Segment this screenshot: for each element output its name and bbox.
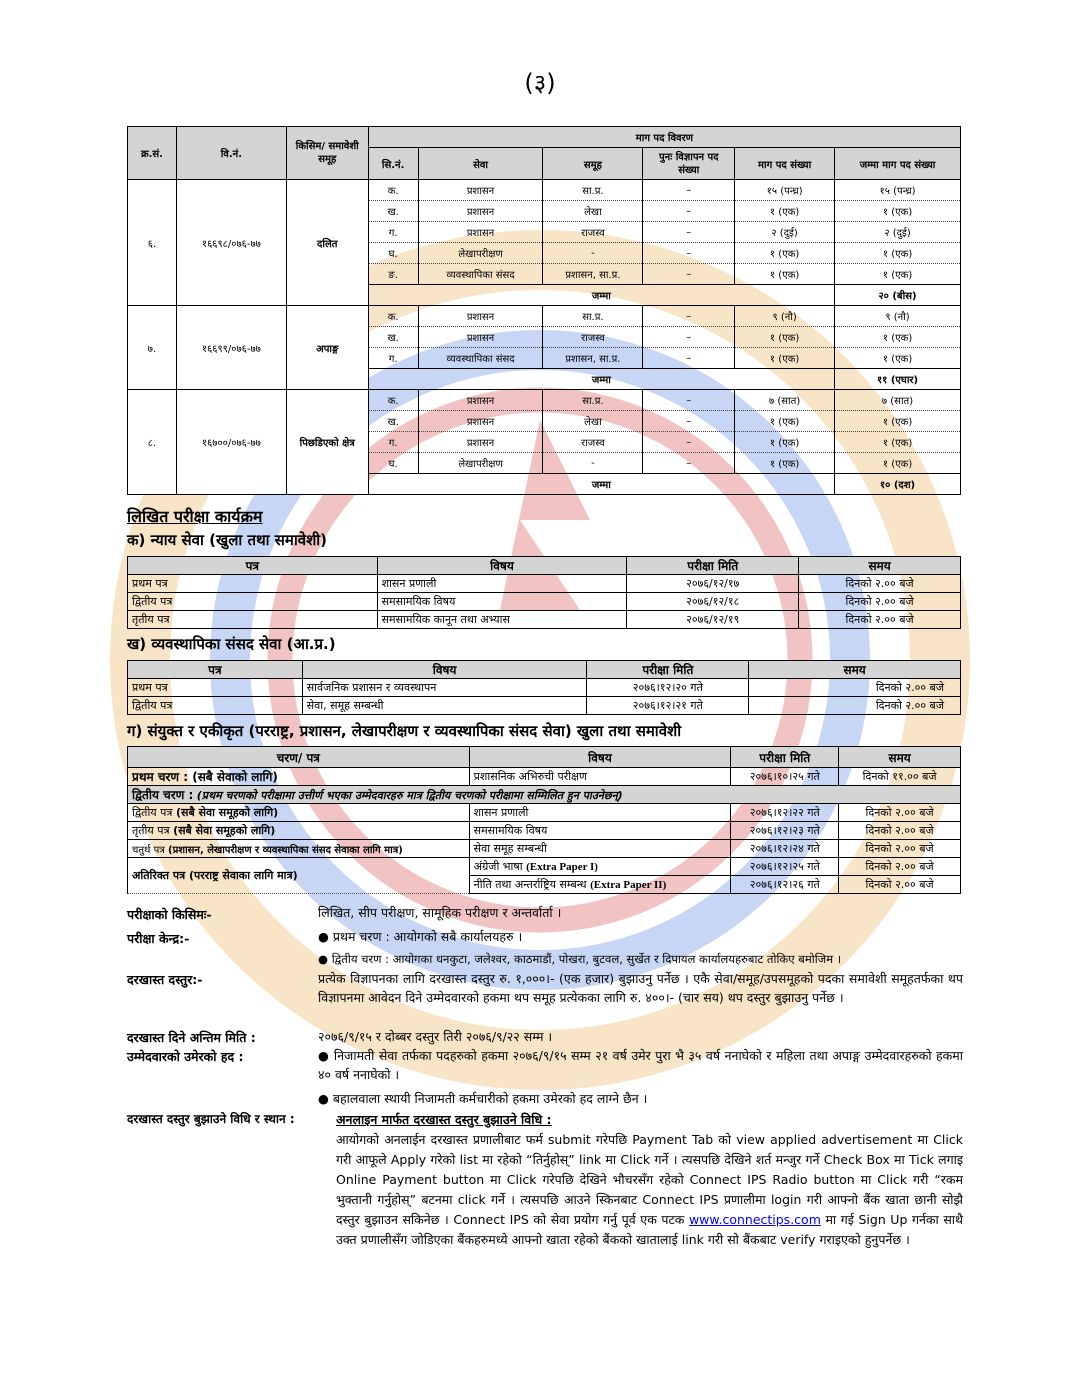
cell-group: सा.प्र. bbox=[543, 180, 643, 201]
table-row bbox=[128, 786, 961, 804]
table-row bbox=[128, 180, 961, 201]
cell-demand-count: १५ (पन्ध्र) bbox=[735, 180, 835, 201]
group-sn: ८. bbox=[128, 390, 177, 495]
ga-scope: (सबै सेवा समूहको लागि) bbox=[176, 806, 279, 819]
cell-readvertise: – bbox=[643, 201, 735, 222]
cell-service: व्यवस्थापिका संसद bbox=[418, 264, 543, 285]
kha-subject: सार्वजनिक प्रशासन र व्यवस्थापन bbox=[302, 679, 587, 697]
cell-sub-no: घ. bbox=[368, 453, 418, 474]
age-limit-2: ● बहालवाला स्थायी निजामती कर्मचारीको हकमा उमेरको हद लाग्ने छैन । bbox=[318, 1091, 648, 1106]
ka-header-time: समय bbox=[799, 557, 961, 575]
table-row bbox=[128, 679, 961, 697]
cell-group: राजस्व bbox=[543, 222, 643, 243]
deadline-value: २०७६/९/१५ र दोब्बर दस्तुर तिरी २०७६/९/२२ सम्म । bbox=[318, 1029, 553, 1044]
ga-date: २०७६।१२।२४ गते bbox=[731, 840, 839, 858]
ga-subject: सेवा समूह सम्बन्धी bbox=[469, 840, 731, 858]
cell-demand-count: १ (एक) bbox=[735, 201, 835, 222]
cell-readvertise: – bbox=[643, 411, 735, 432]
ga-date: २०७६।१२।२३ गते bbox=[731, 822, 839, 840]
table-row bbox=[128, 840, 961, 858]
page-number: (३) bbox=[524, 69, 556, 97]
section-ga-title: ग) संयुक्त र एकीकृत (परराष्ट्र, प्रशासन, लेखापरीक्षण र व्यवस्थापिका संसद सेवा) खुला तथा समावेशी bbox=[127, 722, 682, 740]
cell-service: प्रशासन bbox=[418, 432, 543, 453]
cell-demand-count: २ (दुई) bbox=[735, 222, 835, 243]
ka-subject: समसामयिक विषय bbox=[377, 593, 627, 611]
kha-time: दिनको २.०० बजे bbox=[749, 679, 961, 697]
ka-paper: तृतीय पत्र bbox=[128, 611, 378, 629]
ga-extra-subject: अंग्रेजी भाषा bbox=[473, 860, 523, 873]
col-total-demand: जम्मा माग पद संख्या bbox=[835, 148, 961, 180]
cell-sub-no: क. bbox=[368, 390, 418, 411]
fee-value: प्रत्येक विज्ञापनका लागि दरखास्त दस्तुर रु. १,०००।- (एक हजार) बुझाउनु पर्नेछ । एकै सेवा/समूह/उपसमूहको पदका समावेशी समूहतर्फका थप विज्ञापनमा आवेदन दिने उम्मेदवारको हकमा थप समूह प्रत्येकका लागि रु. ४००।- (चार सय) थप दस्तुर बुझाउनु पर्नेछ । bbox=[318, 971, 963, 1005]
ga-header-subject: विषय bbox=[469, 747, 731, 768]
table-row bbox=[128, 697, 961, 715]
exam-center-label: परीक्षा केन्द्र:- bbox=[127, 931, 190, 946]
cell-sub-no: ग. bbox=[368, 348, 418, 369]
cell-readvertise: – bbox=[643, 432, 735, 453]
cell-readvertise: – bbox=[643, 327, 735, 348]
col-readvertise: पुनः विज्ञापन पद संख्या bbox=[643, 148, 735, 180]
ga-extra-label: अतिरिक्त पत्र (परराष्ट्र सेवाका लागि मात्र) bbox=[128, 858, 470, 894]
section-ka-title: क) न्याय सेवा (खुला तथा समावेशी) bbox=[127, 531, 328, 549]
table-row bbox=[128, 575, 961, 593]
ka-date: २०७६/१२/१७ bbox=[627, 575, 799, 593]
cell-sub-no: क. bbox=[368, 180, 418, 201]
exam-type-value: लिखित, सीप परीक्षण, सामूहिक परीक्षण र अन्तर्वार्ता । bbox=[318, 905, 562, 920]
col-demand-count: माग पद संख्या bbox=[735, 148, 835, 180]
col-demand-details: माग पद विवरण bbox=[368, 127, 960, 148]
cell-sub-no: ख. bbox=[368, 411, 418, 432]
cell-demand-count: १ (एक) bbox=[735, 411, 835, 432]
cell-demand-count: ७ (सात) bbox=[735, 390, 835, 411]
cell-service: लेखापरीक्षण bbox=[418, 243, 543, 264]
cell-total-demand: १ (एक) bbox=[835, 432, 961, 453]
cell-total-demand: १ (एक) bbox=[835, 348, 961, 369]
table-row bbox=[128, 822, 961, 840]
ka-paper: द्वितीय पत्र bbox=[128, 593, 378, 611]
ka-date: २०७६/१२/१८ bbox=[627, 593, 799, 611]
cell-total-demand: १ (एक) bbox=[835, 411, 961, 432]
ka-paper: प्रथम पत्र bbox=[128, 575, 378, 593]
cell-group: - bbox=[543, 243, 643, 264]
payment-heading: अनलाइन मार्फत दरखास्त दस्तुर बुझाउने विधि : bbox=[336, 1112, 552, 1127]
table-row bbox=[128, 593, 961, 611]
cell-demand-count: १ (एक) bbox=[735, 243, 835, 264]
cell-total-demand: १ (एक) bbox=[835, 327, 961, 348]
ga-scope: (सबै सेवा समूहको लागि) bbox=[173, 824, 276, 837]
payment-text-2: मा गई Sign Up गर्नका साथै उक्त प्रणालीसँग जोडिएका बैंकहरुमध्ये आफ्नो खाता रहेको बैंकको खातालाई link गरी सो बैंकबाट verify गराइएको हुनुपर्नेछ । bbox=[336, 1212, 964, 1247]
fee-label: दरखास्त दस्तुर:- bbox=[127, 972, 203, 987]
ga-date: २०७६।१२।२२ गते bbox=[731, 804, 839, 822]
total-value: २० (बीस) bbox=[835, 285, 961, 306]
ga-extra-date: २०७६।१२।२५ गते bbox=[731, 858, 839, 876]
kha-time: दिनको २.०० बजे bbox=[749, 697, 961, 715]
cell-readvertise: – bbox=[643, 243, 735, 264]
ga-extra-date: २०७६।१२।२६ गते bbox=[731, 876, 839, 894]
cell-service: प्रशासन bbox=[418, 201, 543, 222]
ga-header-time: समय bbox=[839, 747, 961, 768]
ga-subject: समसामयिक विषय bbox=[469, 822, 731, 840]
cell-service: प्रशासन bbox=[418, 390, 543, 411]
col-sn: क्र.सं. bbox=[128, 127, 177, 180]
ka-time: दिनको २.०० बजे bbox=[799, 575, 961, 593]
cell-sub-no: क. bbox=[368, 306, 418, 327]
ka-date: २०७६/१२/१९ bbox=[627, 611, 799, 629]
cell-service: व्यवस्थापिका संसद bbox=[418, 348, 543, 369]
total-value: १० (दश) bbox=[835, 474, 961, 495]
ga-extra-tag: (Extra Paper I) bbox=[526, 861, 598, 873]
ga-extra-time: दिनको २.०० बजे bbox=[839, 858, 961, 876]
cell-total-demand: १ (एक) bbox=[835, 201, 961, 222]
cell-sub-no: घ. bbox=[368, 243, 418, 264]
col-group: समूह bbox=[543, 148, 643, 180]
kha-header-time: समय bbox=[749, 661, 961, 679]
total-label: जम्मा bbox=[368, 285, 834, 306]
ga-extra-tag: (Extra Paper II) bbox=[590, 879, 667, 891]
ga-second-phase-label: द्वितीय चरण : bbox=[132, 788, 194, 802]
written-exam-title: लिखित परीक्षा कार्यक्रम bbox=[127, 507, 263, 526]
cell-sub-no: ख. bbox=[368, 201, 418, 222]
cell-demand-count: १ (एक) bbox=[735, 348, 835, 369]
cell-total-demand: १ (एक) bbox=[835, 243, 961, 264]
group-sn: ६. bbox=[128, 180, 177, 306]
table-row bbox=[128, 611, 961, 629]
col-service: सेवा bbox=[418, 148, 543, 180]
total-label: जम्मा bbox=[368, 369, 834, 390]
ga-paper: द्वितीय पत्र bbox=[132, 806, 173, 819]
exam-center-2: ● द्वितीय चरण : आयोगका धनकुटा, जलेश्वर, काठमाडौं, पोखरा, बुटवल, सुर्खेत र दिपायल कार्यालयहरुबाट तोकिए बमोजिम । bbox=[318, 952, 842, 966]
cell-total-demand: १ (एक) bbox=[835, 453, 961, 474]
cell-service: प्रशासन bbox=[418, 222, 543, 243]
ka-time: दिनको २.०० बजे bbox=[799, 611, 961, 629]
cell-group: लेखा bbox=[543, 201, 643, 222]
table-row bbox=[128, 804, 961, 822]
col-sub-no: सि.नं. bbox=[368, 148, 418, 180]
ga-subject: शासन प्रणाली bbox=[469, 804, 731, 822]
cell-demand-count: १ (एक) bbox=[735, 327, 835, 348]
section-ga-table bbox=[127, 746, 961, 894]
section-kha-title: ख) व्यवस्थापिका संसद सेवा (आ.प्र.) bbox=[127, 635, 336, 653]
kha-subject: सेवा, समूह सम्बन्धी bbox=[302, 697, 587, 715]
ga-second-phase-note: (प्रथम चरणको परीक्षामा उत्तीर्ण भएका उम्मेदवारहरु मात्र द्वितीय चरणको परीक्षामा सम्मिलित हुन पाउनेछन्) bbox=[196, 789, 623, 802]
cell-group: सा.प्र. bbox=[543, 390, 643, 411]
ga-first-subject: प्रशासनिक अभिरुची परीक्षण bbox=[469, 768, 731, 786]
cell-demand-count: ९ (नौ) bbox=[735, 306, 835, 327]
cell-group: लेखा bbox=[543, 411, 643, 432]
kha-header-subject: विषय bbox=[302, 661, 587, 679]
section-ka-table bbox=[127, 556, 961, 629]
cell-service: लेखापरीक्षण bbox=[418, 453, 543, 474]
group-adv-no: १६७००/०७६-७७ bbox=[176, 390, 286, 495]
cell-total-demand: १५ (पन्ध्र) bbox=[835, 180, 961, 201]
total-value: ११ (एघार) bbox=[835, 369, 961, 390]
cell-service: प्रशासन bbox=[418, 180, 543, 201]
kha-header-paper: पत्र bbox=[128, 661, 303, 679]
deadline-label: दरखास्त दिने अन्तिम मिति : bbox=[127, 1030, 256, 1045]
kha-paper: द्वितीय पत्र bbox=[128, 697, 303, 715]
col-adv-no: वि.नं. bbox=[176, 127, 286, 180]
ka-header-date: परीक्षा मिति bbox=[627, 557, 799, 575]
ka-time: दिनको २.०० बजे bbox=[799, 593, 961, 611]
cell-group: सा.प्र. bbox=[543, 306, 643, 327]
cell-service: प्रशासन bbox=[418, 411, 543, 432]
age-limit-1: ● निजामती सेवा तर्फका पदहरुको हकमा २०७६/९/१५ सम्म २१ वर्ष उमेर पुरा भै ३५ वर्ष ननाघेको र महिला तथा अपाङ्ग उम्मेदवारहरुको हकमा ४० वर्ष ननाघेको । bbox=[318, 1048, 963, 1082]
ka-header-paper: पत्र bbox=[128, 557, 378, 575]
ga-extra-subject: नीति तथा अन्तर्राष्ट्रिय सम्बन्ध bbox=[473, 878, 587, 891]
connectips-link[interactable]: www.connectips.com bbox=[688, 1212, 821, 1227]
group-adv-no: १६६९९/०७६-७७ bbox=[176, 306, 286, 390]
ga-paper: चतुर्थ पत्र bbox=[132, 844, 165, 856]
cell-readvertise: – bbox=[643, 453, 735, 474]
cell-group: प्रशासन, सा.प्र. bbox=[543, 348, 643, 369]
ga-time: दिनको २.०० बजे bbox=[839, 822, 961, 840]
kha-paper: प्रथम पत्र bbox=[128, 679, 303, 697]
cell-service: प्रशासन bbox=[418, 306, 543, 327]
cell-group: राजस्व bbox=[543, 432, 643, 453]
cell-readvertise: – bbox=[643, 222, 735, 243]
cell-sub-no: ख. bbox=[368, 327, 418, 348]
ka-subject: शासन प्रणाली bbox=[377, 575, 627, 593]
kha-date: २०७६।१२।२१ गते bbox=[587, 697, 749, 715]
cell-readvertise: – bbox=[643, 306, 735, 327]
table-row bbox=[128, 306, 961, 327]
ga-scope: (प्रशासन, लेखापरीक्षण र व्यवस्थापिका संसद सेवाका लागि मात्र) bbox=[168, 844, 403, 856]
payment-instructions bbox=[336, 1130, 963, 1250]
group-sn: ७. bbox=[128, 306, 177, 390]
exam-center-1: ● प्रथम चरण : आयोगको सबै कार्यालयहरु । bbox=[318, 929, 523, 944]
ga-first-phase: प्रथम चरण : (सबै सेवाको लागि) bbox=[128, 768, 470, 786]
cell-group: - bbox=[543, 453, 643, 474]
cell-demand-count: १ (एक) bbox=[735, 264, 835, 285]
table-row bbox=[128, 390, 961, 411]
cell-total-demand: १ (एक) bbox=[835, 264, 961, 285]
ga-header-date: परीक्षा मिति bbox=[731, 747, 839, 768]
cell-total-demand: ७ (सात) bbox=[835, 390, 961, 411]
group-type: अपाङ्ग bbox=[286, 306, 368, 390]
ga-header-paper: चरण/ पत्र bbox=[128, 747, 470, 768]
group-type: दलित bbox=[286, 180, 368, 306]
group-adv-no: १६६९८/०७६-७७ bbox=[176, 180, 286, 306]
cell-readvertise: – bbox=[643, 348, 735, 369]
ga-first-date: २०७६।१०।२५ गते bbox=[731, 768, 839, 786]
ka-subject: समसामयिक कानून तथा अभ्यास bbox=[377, 611, 627, 629]
age-limit-label: उम्मेदवारको उमेरको हद : bbox=[127, 1049, 244, 1064]
cell-sub-no: ग. bbox=[368, 432, 418, 453]
cell-demand-count: १ (एक) bbox=[735, 453, 835, 474]
kha-date: २०७६।१२।२० गते bbox=[587, 679, 749, 697]
ga-first-time: दिनको ११.०० बजे bbox=[839, 768, 961, 786]
col-group-type: किसिम/ समावेशी समूह bbox=[286, 127, 368, 180]
payment-label: दरखास्त दस्तुर बुझाउने विधि र स्थान : bbox=[127, 1112, 295, 1126]
cell-readvertise: – bbox=[643, 180, 735, 201]
total-label: जम्मा bbox=[368, 474, 834, 495]
cell-total-demand: २ (दुई) bbox=[835, 222, 961, 243]
cell-group: प्रशासन, सा.प्र. bbox=[543, 264, 643, 285]
cell-readvertise: – bbox=[643, 264, 735, 285]
cell-sub-no: ङ. bbox=[368, 264, 418, 285]
section-kha-table bbox=[127, 660, 961, 715]
ga-time: दिनको २.०० बजे bbox=[839, 840, 961, 858]
ga-extra-time: दिनको २.०० बजे bbox=[839, 876, 961, 894]
cell-sub-no: ग. bbox=[368, 222, 418, 243]
cell-demand-count: १ (एक) bbox=[735, 432, 835, 453]
cell-total-demand: ९ (नौ) bbox=[835, 306, 961, 327]
cell-group: राजस्व bbox=[543, 327, 643, 348]
group-type: पिछडिएको क्षेत्र bbox=[286, 390, 368, 495]
cell-service: प्रशासन bbox=[418, 327, 543, 348]
ga-time: दिनको २.०० बजे bbox=[839, 804, 961, 822]
ka-header-subject: विषय bbox=[377, 557, 627, 575]
posts-table bbox=[127, 126, 961, 495]
ga-paper: तृतीय पत्र bbox=[132, 824, 170, 837]
exam-type-label: परीक्षाको किसिमः- bbox=[127, 907, 212, 922]
table-row bbox=[128, 768, 961, 786]
payment-text-1: आयोगको अनलाईन दरखास्त प्रणालीबाट फर्म submit गरेपछि Payment Tab को view applied advertisement मा Click गरी आफूले Apply गरेको list मा रहेको “तिर्नुहोस्” link मा Click गर्ने । त्यसपछि देखिने शर्त मन्जुर गर्ने Check Box मा Tick लगाइ Online Payment button मा Click गरेपछि देखिने भौचरसँग रहेको Connect IPS Radio button मा Click गरी “रकम भुक्तानी गर्नुहोस्” बटनमा click गर्ने । त्यसपछि आउने स्किनबाट Connect IPS प्रणालीमा login गरी आफ्नो बैंक खाता छानी सोझै दस्तुर बुझाउन सकिनेछ । Connect IPS को सेवा प्रयोग गर्नु पूर्व एक पटक bbox=[336, 1132, 963, 1227]
table-row bbox=[128, 858, 961, 876]
kha-header-date: परीक्षा मिति bbox=[587, 661, 749, 679]
cell-readvertise: – bbox=[643, 390, 735, 411]
